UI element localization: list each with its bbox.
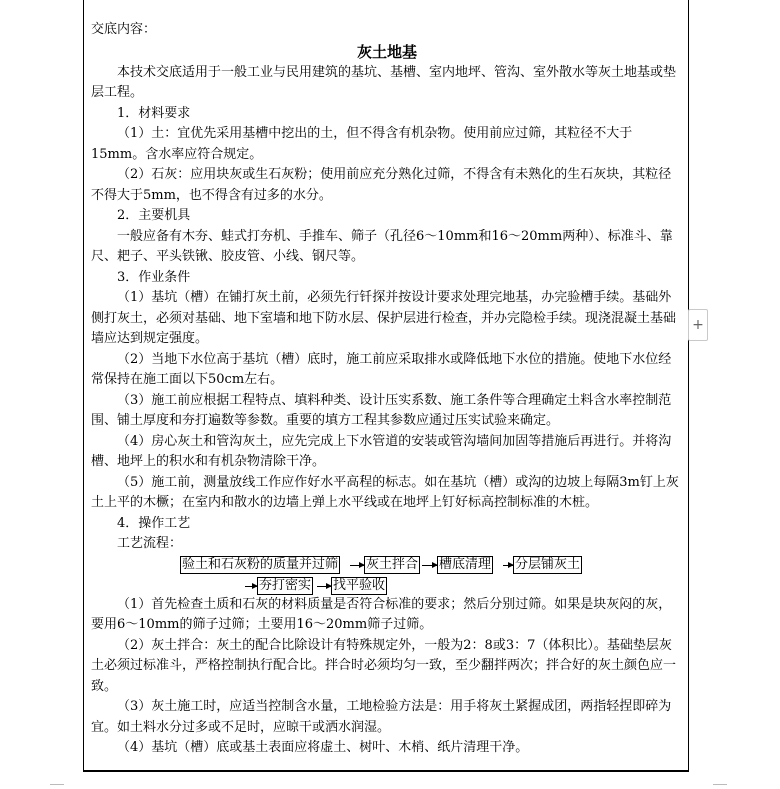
flow-arrow	[350, 565, 364, 566]
document-page	[83, 0, 689, 772]
paragraph: （2）石灰：应用块灰或生石灰粉；使用前应充分熟化过筛，不得含有未熟化的生石灰块，其粒径不得大于5mm，也不得含有过多的水分。	[91, 167, 672, 203]
paragraph: （3）灰土施工时，应适当控制含水量，工地检验方法是：用手将灰土紧握成团，两指轻捏即碎为宜。如土料水分过多或不足时，应晾干或洒水润湿。	[91, 699, 672, 735]
flow-step: 验土和石灰粉的质量并过筛	[182, 556, 339, 572]
flow-step: 灰土拌合	[366, 556, 419, 572]
paragraph: 一般应备有木夯、蛙式打夯机、手推车、筛子（孔径6～10mm和16～20mm两种）、标准斗、靠尺、耙子、平头铁锹、胶皮管、小线、钢尺等。	[91, 228, 673, 264]
page-corner-mark	[713, 784, 727, 789]
section-heading: 3．作业条件	[117, 269, 191, 285]
paragraph: （1）基坑（槽）在铺打灰土前，必须先行钎探并按设计要求处理完地基，办完验槽手续。基础外侧打灰土，必须对基础、地下室墙和地下防水层、保护层进行检查，并办完隐检手续。现浇混凝土基础墙应达到规定强度。	[91, 290, 677, 346]
flow-arrow	[317, 586, 331, 587]
section-heading: 4．操作工艺	[117, 515, 191, 531]
section-heading: 2．主要机具	[117, 208, 191, 223]
paragraph: （4）基坑（槽）底或基土表面应将虚土、树叶、木梢、纸片清理干净。	[117, 740, 529, 755]
page-corner-mark	[50, 784, 64, 789]
document-content	[91, 20, 683, 759]
process-flow-diagram	[91, 555, 683, 595]
flow-step: 夯打密实	[259, 577, 312, 593]
paragraph: （1）首先检查土质和石灰的材料质量是否符合标准的要求；然后分别过筛。如果是块灰闷的灰，要用6～10mm的筛子过筛；土要用16～20mm筛子过筛。	[91, 596, 672, 632]
flow-arrow	[422, 565, 437, 566]
flow-step: 分层铺灰土	[515, 556, 581, 572]
header-label: 交底内容：	[91, 22, 157, 37]
flow-arrow	[245, 586, 257, 587]
document-title: 灰土地基	[356, 42, 417, 61]
flow-label: 工艺流程：	[117, 536, 183, 551]
flow-step: 槽底清理	[439, 556, 492, 572]
flow-arrow	[503, 565, 513, 566]
flow-step: 找平验收	[333, 577, 386, 593]
paragraph: （1）土：宜优先采用基槽中挖出的土，但不得含有机杂物。使用前应过筛，其粒径不大于15mm。含水率应符合规定。	[91, 126, 633, 162]
paragraph: （2）灰土拌合：灰土的配合比除设计有特殊规定外，一般为2：8或3：7（体积比）。基础垫层灰土必须过标准斗，严格控制执行配合比。拌合时必须均匀一致，至少翻拌两次；拌合好的灰土颜色应一致。	[91, 637, 677, 694]
add-button[interactable]: +	[688, 309, 708, 341]
section-heading: 1．材料要求	[117, 105, 191, 121]
intro-paragraph: 本技术交底适用于一般工业与民用建筑的基坑、基槽、室内地坪、管沟、室外散水等灰土地基或垫层工程。	[91, 64, 677, 100]
paragraph: （2）当地下水位高于基坑（槽）底时，施工前应采取排水或降低地下水位的措施。使地下水位经常保持在施工面以下50cm左右。	[91, 351, 672, 387]
paragraph: （4）房心灰土和管沟灰土，应先完成上下水管道的安装或管沟墙间加固等措施后再进行。并将沟槽、地坪上的积水和有机杂物清除干净。	[91, 433, 672, 469]
paragraph: （3）施工前应根据工程特点、填料种类、设计压实系数、施工条件等合理确定土料含水率控制范围、铺土厚度和夯打遍数等参数。重要的填方工程其参数应通过压实试验来确定。	[91, 392, 672, 428]
paragraph: （5）施工前，测量放线工作应作好水平高程的标志。如在基坑（槽）或沟的边坡上每隔3m钉上灰土上平的木橛；在室内和散水的边墙上弹上水平线或在地坪上钉好标高控制标准的木桩。	[91, 474, 679, 510]
